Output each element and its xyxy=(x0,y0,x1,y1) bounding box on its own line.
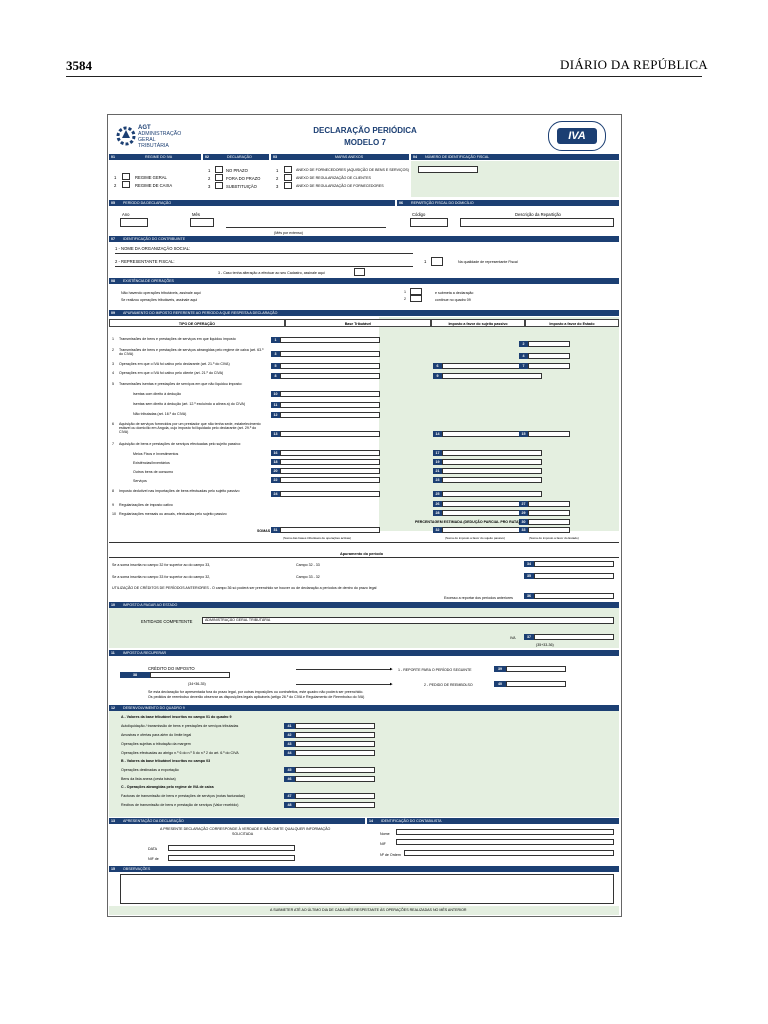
s09-field-23[interactable] xyxy=(442,477,542,483)
somas-label: SOMAS xyxy=(257,529,271,533)
s09-field-9[interactable] xyxy=(442,373,542,379)
s09-field-1[interactable] xyxy=(280,337,380,343)
iva-label: IVA xyxy=(510,636,516,640)
s09-code-14: 14 xyxy=(433,431,442,437)
s09-green-area xyxy=(379,317,619,531)
mapa-reg-fornecedores-checkbox[interactable] xyxy=(284,182,292,189)
op-nao-label: Não havendo operações tributáveis, assinale aqui xyxy=(121,291,201,295)
s09-code-32: 32 xyxy=(433,527,442,533)
decl-3-num: 3 xyxy=(208,184,211,189)
iva-logo xyxy=(548,121,606,151)
entidade-label: ENTIDADE COMPETENTE xyxy=(141,619,193,624)
regime-caixa-checkbox[interactable] xyxy=(122,181,130,188)
s09-field-8[interactable] xyxy=(280,373,380,379)
agt-logo xyxy=(116,122,206,152)
code-36: 36 xyxy=(524,593,534,599)
s12-code-46: 46 xyxy=(284,776,295,782)
contabilista-nome-label: Nome xyxy=(380,832,390,836)
s09-code-30: 30 xyxy=(519,519,528,525)
section-04-header: 04 NÚMERO DE IDENTIFICAÇÃO FISCAL xyxy=(411,154,619,160)
apuramento-line2b: Campo 33 - 32 xyxy=(296,575,320,579)
s09-row-num: 1 xyxy=(112,337,114,341)
regime-2-num: 2 xyxy=(114,183,117,188)
regime-1-label: REGIME GERAL xyxy=(135,175,167,180)
s09-code-26: 26 xyxy=(433,501,442,507)
agt-org-3: GERAL xyxy=(138,137,156,143)
qualidade-num: 1 xyxy=(424,259,427,264)
mapa-3-label: ANEXO DE REGULARIZAÇÃO DE FORNECEDORES xyxy=(296,184,384,188)
code-39: 39 xyxy=(494,666,506,672)
s09-code-17: 17 xyxy=(433,450,442,456)
header-rule xyxy=(66,76,702,77)
descricao-label: Descrição da Repartição xyxy=(515,212,561,217)
field-37[interactable] xyxy=(534,634,614,640)
s09-row-num: 5 xyxy=(112,382,114,386)
decl-1-label: NO PRAZO xyxy=(226,168,248,173)
s09-code-21: 21 xyxy=(433,468,442,474)
codigo-input[interactable] xyxy=(410,218,448,227)
s12-field-42[interactable] xyxy=(295,732,375,738)
s09-field-19[interactable] xyxy=(442,459,542,465)
s09-row-num: 6 xyxy=(112,422,114,426)
s09-row-label: Meios Fixos e Investimentos xyxy=(133,452,179,456)
form-title: DECLARAÇÃO PERIÓDICA xyxy=(313,126,417,135)
apuramento-line2: Se a soma inscrita no campo 33 for superior ao do campo 32, xyxy=(112,575,211,579)
contabilista-ordem-label: Nº de Ordem xyxy=(380,853,401,857)
gear-icon xyxy=(116,124,136,148)
s09-row-label: Aquisição de bens e prestações de serviços efectuadas pelo sujeito passivo: xyxy=(119,442,242,446)
s09-code-12: 12 xyxy=(271,412,280,418)
s12-field-44[interactable] xyxy=(295,750,375,756)
s09-row-label: Existências/Inventários xyxy=(133,461,170,465)
percentagem-label: PERCENTAGEM ESTIMADA (DEDUÇÃO PARCIAL PRO RATA) xyxy=(415,520,520,524)
section-10-header: 10 IMPOSTO A PAGAR AO ESTADO xyxy=(109,602,619,608)
s09-code-5: 5 xyxy=(271,363,280,369)
section-01-header: 01 REGIME DO IVA xyxy=(109,154,201,160)
section-06-header: 06 REPARTIÇÃO FISCAL DO DOMICÍLIO xyxy=(397,200,619,206)
s09-col-header-0: TIPO DE OPERAÇÃO xyxy=(109,319,285,327)
decl-no-prazo-checkbox[interactable] xyxy=(215,166,223,173)
s13-text1: A PRESENTE DECLARAÇÃO CORRESPONDE À VERDADE E NÃO OMITE QUALQUER INFORMAÇÃO xyxy=(160,827,331,831)
s09-row-label: Aquisição de serviços fornecidos por um prestador que não tenha sede, estabelecimento estável ou domicílio em Angola, cujo imposto foi liquidado pelo declarante (art. 29.º do CIVA) xyxy=(119,422,261,434)
s09-row-label: Transmissões isentas e prestações de serviços em que não liquidou imposto: xyxy=(119,382,243,386)
s11-foot1: Se esta declaração for apresentada fora do prazo legal, por outras imposições ou contrafeitos, este quadro não poderá ser preenchido. xyxy=(148,690,364,694)
regime-2-label: REGIME DE CAIXA xyxy=(135,183,173,188)
mapa-1-num: 1 xyxy=(276,168,279,173)
s09-code-25: 25 xyxy=(433,491,442,497)
s09-row-num: 2 xyxy=(112,348,114,352)
s09-code-13: 13 xyxy=(271,431,280,437)
s12-field-46[interactable] xyxy=(295,776,375,782)
representante-label: 2 - REPRESENTANTE FISCAL: xyxy=(115,259,175,264)
section-13-header: 13 APRESENTAÇÃO DA DECLARAÇÃO xyxy=(109,818,365,824)
mapa-1-label: ANEXO DE FORNECEDORES (AQUISIÇÃO DE BENS E SERVIÇOS) xyxy=(296,168,409,172)
s09-code-27: 27 xyxy=(519,501,528,507)
s12-code-48: 48 xyxy=(284,802,295,808)
apuramento-title: Apuramento do período xyxy=(340,552,384,556)
s12-field-47[interactable] xyxy=(295,793,375,799)
arrow-line-1 xyxy=(296,669,391,670)
s09-col-header-1: Base Tributável xyxy=(285,319,431,327)
iva-logo-text: IVA xyxy=(557,128,597,144)
alteracao-checkbox[interactable] xyxy=(354,268,365,276)
section-12-header: 12 DESENVOLVIMENTO DO QUADRO 9 xyxy=(109,705,619,711)
s09-field-27[interactable] xyxy=(528,501,570,507)
s09-code-24: 24 xyxy=(271,491,280,497)
agt-org-4: TRIBUTÁRIA xyxy=(138,143,169,149)
footer-note: A SUBMETER ATÉ AO ÚLTIMO DIA DE CADA MÊS RESPEITANTE ÀS OPERAÇÕES REALIZADAS NO MÊS ANTERIOR xyxy=(270,908,467,912)
section-05-header: 05 PERÍODO DA DECLARAÇÃO xyxy=(109,200,395,206)
mes-note: (Mês por extenso) xyxy=(274,231,303,235)
op-sim-num: 2 xyxy=(404,297,406,301)
data-label: DATA xyxy=(148,847,158,851)
descricao-input[interactable] xyxy=(460,218,614,227)
code-37: 37 xyxy=(524,634,534,640)
decl-1-num: 1 xyxy=(208,168,211,173)
s12-field-41[interactable] xyxy=(295,723,375,729)
section-10-note: (35+33-36) xyxy=(536,643,554,647)
s09-field-18[interactable] xyxy=(280,459,380,465)
section-10-area xyxy=(109,608,619,648)
alteracao-label: 3 - Caso tenha alteração a efectuar ao seu Cadastro, assinale aqui xyxy=(218,271,325,275)
s09-code-28: 28 xyxy=(433,510,442,516)
mapa-2-label: ANEXO DE REGULARIZAÇÃO DE CLIENTES xyxy=(296,176,371,180)
apuramento-line3: UTILIZAÇÃO DE CRÉDITOS DE PERÍODOS ANTERIORES - O campo 36 só poderá ser preenchido se houver ou de declaração a períodos de dentro do prazo legal xyxy=(112,586,377,590)
s12-group-title: C - Operações abrangidas pelo regime de IVA de caixa xyxy=(121,785,214,789)
op-nao-checkbox[interactable] xyxy=(410,288,422,295)
s09-code-20: 20 xyxy=(271,468,280,474)
s12-field-48[interactable] xyxy=(295,802,375,808)
page-number: 3584 xyxy=(66,58,92,73)
s09-code-9: 9 xyxy=(433,373,442,379)
s09-row-label: Operações em que o IVA foi cativo pelo declarante (art. 21.º do CIVA) xyxy=(119,362,230,366)
decl-fora-prazo-checkbox[interactable] xyxy=(215,174,223,181)
s12-field-43[interactable] xyxy=(295,741,375,747)
field-40[interactable] xyxy=(506,681,566,687)
s09-field-13[interactable] xyxy=(280,431,380,437)
entidade-value: ADMINISTRAÇÃO GERAL TRIBUTÁRIA xyxy=(205,618,271,622)
agt-org-2: ADMINISTRAÇÃO xyxy=(138,131,182,137)
nome-line xyxy=(115,253,413,254)
s12-code-41: 41 xyxy=(284,723,295,729)
s09-field-5[interactable] xyxy=(280,363,380,369)
s09-row-num: 3 xyxy=(112,362,114,366)
op-right2: continue no quadro 09 xyxy=(435,298,471,302)
mes-label: Mês xyxy=(192,212,200,217)
qualidade-checkbox[interactable] xyxy=(431,257,443,266)
s09-field-12[interactable] xyxy=(280,412,380,418)
s09-code-3: 3 xyxy=(271,351,280,357)
s12-code-43: 43 xyxy=(284,741,295,747)
s09-code-6: 6 xyxy=(433,363,442,369)
reembolso-label: 2 - PEDIDO DE REEMBOLSO xyxy=(424,683,473,687)
s09-row-label: Regularizações mensais ou anuais, efectuadas pelo sujeito passivo xyxy=(119,512,227,516)
contabilista-nif-input[interactable] xyxy=(396,839,614,845)
s12-row-label: Operações efectuadas ao abrigo n.º 6 do n.º 5 do n.º 2 do art. 6.º do CIVA xyxy=(121,751,239,755)
section-08-header: 08 EXISTÊNCIA DE OPERAÇÕES xyxy=(109,278,619,284)
ano-label: Ano xyxy=(122,212,130,217)
s12-row-label: Facturas de transmissão de bens e prestações de serviços (notas facturadas) xyxy=(121,794,245,798)
s09-code-11: 11 xyxy=(271,402,280,408)
representante-line xyxy=(115,266,413,267)
s09-field-24[interactable] xyxy=(280,491,380,497)
section-15-header: 15 OBSERVAÇÕES xyxy=(109,866,619,872)
agt-org-1: AGT xyxy=(138,125,151,131)
somas-note: (Soma das bases tributáveis de operações activas) xyxy=(283,536,352,540)
s09-code-7: 7 xyxy=(519,363,528,369)
s09-field-11[interactable] xyxy=(280,402,380,408)
s09-row-label: Operações em que o IVA foi cativo pelo cliente (art. 21.º do CIVA) xyxy=(119,371,224,375)
s13-text2: SOLICITADA xyxy=(232,832,254,836)
s09-code-33: 33 xyxy=(519,527,528,533)
nome-label: 1 - NOME DA ORGANIZAÇÃO SOCIAL: xyxy=(115,246,191,251)
journal-title: DIÁRIO DA REPÚBLICA xyxy=(560,57,708,72)
section-12-table xyxy=(109,711,619,817)
mes-input[interactable] xyxy=(190,218,214,227)
s09-col-header-2: Imposto a favor do sujeito passivo xyxy=(431,319,525,327)
s09-field-16[interactable] xyxy=(280,450,380,456)
s12-row-label: Amostras e ofertas para além do limite legal xyxy=(121,733,192,737)
decl-2-label: FORA DO PRAZO xyxy=(226,176,261,181)
s09-col-header-3: Imposto a favor do Estado xyxy=(525,319,619,327)
s09-code-4: 4 xyxy=(519,353,528,359)
s12-code-47: 47 xyxy=(284,793,295,799)
decl-3-label: SUBSTITUIÇÃO xyxy=(226,184,257,189)
s09-bottom-rule xyxy=(109,542,619,543)
nif-de-label: NIF de xyxy=(148,857,159,861)
s09-field-17[interactable] xyxy=(442,450,542,456)
s12-row-label: Bens da lista anexa (cesta básica) xyxy=(121,777,176,781)
regime-geral-checkbox[interactable] xyxy=(122,173,130,180)
op-right1: e submeta a declaração xyxy=(435,291,474,295)
s09-field-7[interactable] xyxy=(528,363,570,369)
s09-field-31[interactable] xyxy=(280,527,380,533)
section-11-header: 11 IMPOSTO A RECUPERAR xyxy=(109,650,619,656)
s09-code-1: 1 xyxy=(271,337,280,343)
s09-row-label: Transmissões de bens e prestações de serviços abrangidas pelo regime de caixa (art. 63.º do CIVA) xyxy=(119,348,264,356)
s09-code-19: 19 xyxy=(433,459,442,465)
ano-input[interactable] xyxy=(120,218,148,227)
contabilista-nome-input[interactable] xyxy=(396,829,614,835)
s09-row-num: 4 xyxy=(112,371,114,375)
arrow-head-1-icon: ▶ xyxy=(390,667,393,671)
s09-code-29: 29 xyxy=(519,510,528,516)
s11-foot2: Os pedidos de reembolso deverão observar as disposições legais aplicáveis (artigo 26.º do CIVA e Regulamento de Reembolso do IVA) xyxy=(148,695,365,699)
mes-extenso-line xyxy=(226,227,386,228)
qualidade-label: Na qualidade de representante Fiscal xyxy=(458,260,518,264)
s09-row-num: 7 xyxy=(112,442,114,446)
arrow-head-2-icon: ▶ xyxy=(390,682,393,686)
s12-row-label: Operações sujeitas a tributação da margem xyxy=(121,742,191,746)
code-34: 34 xyxy=(524,561,534,567)
s09-field-30[interactable] xyxy=(528,519,570,525)
s09-code-22: 22 xyxy=(271,477,280,483)
s09-row-num: 10 xyxy=(112,512,116,516)
section-02-header: 02 DECLARAÇÃO xyxy=(203,154,269,160)
somas-note: (Soma do imposto a favor do sujeito passivo) xyxy=(445,536,506,540)
s09-row-label: Isentas sem direito à dedução (art. 12.º excluindo a alínea a) do CIVA) xyxy=(133,402,246,406)
s09-field-29[interactable] xyxy=(528,510,570,516)
s12-group-title: B - Valores da base tributável inscritos no campo 03 xyxy=(121,759,211,763)
op-nao-num: 1 xyxy=(404,290,406,294)
code-38: 38 xyxy=(120,672,150,678)
somas-note: (Soma do imposto a favor do Estado) xyxy=(529,536,579,540)
s09-field-2[interactable] xyxy=(528,341,570,347)
apuramento-line1b: Campo 32 - 33 xyxy=(296,563,320,567)
op-sim-checkbox[interactable] xyxy=(410,295,422,302)
arrow-line-2 xyxy=(296,684,391,685)
s09-field-33[interactable] xyxy=(528,527,570,533)
s09-row-label: Imposto dedutível nas importações de bens efectuadas pelo sujeito passivo xyxy=(119,489,240,493)
form-subtitle: MODELO 7 xyxy=(344,138,386,147)
op-sim-label: Se realizou operações tributáveis, assinale aqui xyxy=(121,298,198,302)
s09-field-25[interactable] xyxy=(442,491,542,497)
s09-row-label: Transmissões de bens e prestações de serviços em que liquidou imposto xyxy=(119,337,236,341)
section-07-header: 07 IDENTIFICAÇÃO DO CONTRIBUINTE xyxy=(109,236,619,242)
s09-field-3[interactable] xyxy=(280,351,380,357)
s09-code-8: 8 xyxy=(271,373,280,379)
s09-field-20[interactable] xyxy=(280,468,380,474)
s09-code-31: 31 xyxy=(271,527,280,533)
section-14-header: 14 IDENTIFICAÇÃO DO CONTABILISTA xyxy=(367,818,619,824)
s12-code-45: 45 xyxy=(284,767,295,773)
s09-code-2: 2 xyxy=(519,341,528,347)
s09-code-23: 23 xyxy=(433,477,442,483)
mapa-fornecedores-checkbox[interactable] xyxy=(284,166,292,173)
section-09-table xyxy=(109,317,619,542)
s12-code-42: 42 xyxy=(284,732,295,738)
s12-code-44: 44 xyxy=(284,750,295,756)
apuramento-line1: Se a soma inscrita no campo 32 for superior ao do campo 33, xyxy=(112,563,211,567)
s09-row-label: Outros bens de consumo xyxy=(133,470,174,474)
reporte-label: 1 - REPORTE PARA O PERÍODO SEGUINTE xyxy=(398,668,472,672)
s09-row-label: Isentas com direito à dedução xyxy=(133,392,181,396)
decl-substituicao-checkbox[interactable] xyxy=(215,182,223,189)
section-03-header: 03 MAPAS ANEXOS xyxy=(271,154,409,160)
code-35: 35 xyxy=(524,573,534,579)
field-38[interactable] xyxy=(150,672,230,678)
credito-label: CRÉDITO DO IMPOSTO xyxy=(148,666,195,671)
apuramento-line3b: Excesso a reportar dos períodos anteriores xyxy=(444,596,513,600)
credito-note: (34+36-35) xyxy=(188,682,206,686)
field-35[interactable] xyxy=(534,573,614,579)
s09-field-21[interactable] xyxy=(442,468,542,474)
field-34[interactable] xyxy=(534,561,614,567)
s09-field-4[interactable] xyxy=(528,353,570,359)
s09-field-22[interactable] xyxy=(280,477,380,483)
s09-code-10: 10 xyxy=(271,391,280,397)
s09-row-label: Não tributadas (art. 16.º do CIVA) xyxy=(133,412,187,416)
field-36[interactable] xyxy=(534,593,614,599)
mapa-reg-clientes-checkbox[interactable] xyxy=(284,174,292,181)
s12-group-title: A - Valores da base tributável inscritos no campo 01 do quadro 9 xyxy=(121,715,232,719)
code-40: 40 xyxy=(494,681,506,687)
s12-field-45[interactable] xyxy=(295,767,375,773)
codigo-label: Código xyxy=(412,212,426,217)
s09-field-10[interactable] xyxy=(280,391,380,397)
s12-row-label: Operações destinadas a exportação xyxy=(121,768,179,772)
s09-row-num: 8 xyxy=(112,489,114,493)
field-39[interactable] xyxy=(506,666,566,672)
s12-row-label: Autoliquidação / transmissão de bens e prestações de serviços tributadas xyxy=(121,724,239,728)
decl-2-num: 2 xyxy=(208,176,211,181)
s09-row-num: 9 xyxy=(112,503,114,507)
contabilista-ordem-input[interactable] xyxy=(404,850,614,856)
s09-code-18: 18 xyxy=(271,459,280,465)
mapa-3-num: 3 xyxy=(276,184,279,189)
mapa-2-num: 2 xyxy=(276,176,279,181)
regime-1-num: 1 xyxy=(114,175,117,180)
s09-row-label: Regularizações de imposto cativo xyxy=(119,503,173,507)
s09-code-16: 16 xyxy=(271,450,280,456)
s12-row-label: Recibos de transmissão de bens e prestação de serviços (Valor recebido) xyxy=(121,803,239,807)
section-09-header: 09 APURAMENTO DO IMPOSTO REFERENTE AO PERÍODO A QUE RESPEITA A DECLARAÇÃO xyxy=(109,310,619,316)
s09-field-15[interactable] xyxy=(528,431,570,437)
data-input[interactable] xyxy=(168,845,295,851)
observacoes-textarea[interactable] xyxy=(120,874,614,904)
apuramento-rule xyxy=(109,557,619,558)
contabilista-nif-label: NIF xyxy=(380,842,386,846)
nif-input[interactable] xyxy=(418,166,478,173)
s09-row-label: Serviços xyxy=(133,479,147,483)
s09-code-15: 15 xyxy=(519,431,528,437)
nif-de-input[interactable] xyxy=(168,855,295,861)
